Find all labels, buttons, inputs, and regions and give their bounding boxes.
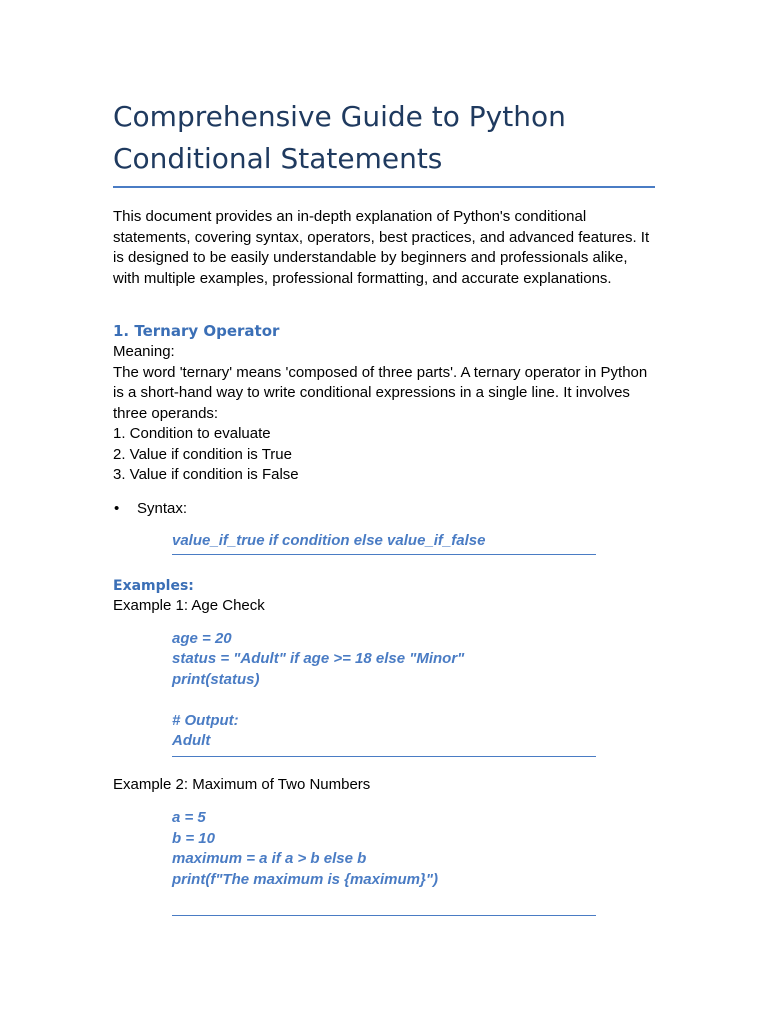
meaning-line: is a short-hand way to write conditional expressions in a single line. It involves [113, 384, 630, 401]
title-line-2: Conditional Statements [113, 142, 443, 175]
document-page [113, 96, 655, 916]
intro-line: with multiple examples, professional formatting, and accurate explanations. [113, 269, 612, 287]
code-line: print(f"The maximum is {maximum}") [172, 870, 438, 888]
intro-line: is designed to be easily understandable by beginners and professionals alike, [113, 249, 628, 266]
code-line [172, 890, 596, 911]
example-1-code-block [172, 629, 596, 757]
intro-line: statements, covering syntax, operators, best practices, and advanced features. It [113, 228, 650, 246]
title-underline [113, 186, 655, 188]
code-line: Adult [172, 732, 211, 749]
intro-paragraph [113, 207, 655, 289]
syntax-bullet [113, 499, 655, 519]
bullet-icon: • [114, 499, 120, 517]
example-2-code-block [172, 808, 596, 916]
meaning-line: 3. Value if condition is False [113, 466, 299, 483]
code-line: a = 5 [172, 809, 206, 826]
meaning-line: 2. Value if condition is True [113, 445, 292, 463]
intro-line: This document provides an in-depth explanation of Python's conditional [113, 208, 587, 225]
code-line: b = 10 [172, 829, 215, 847]
examples-heading: Examples: [113, 578, 194, 594]
example-1-title: Example 1: Age Check [113, 597, 265, 614]
meaning-label: Meaning: [113, 343, 175, 360]
meaning-line: three operands: [113, 404, 219, 422]
document-title [113, 96, 655, 180]
code-line: print(status) [172, 670, 260, 688]
code-line: maximum = a if a > b else b [172, 850, 367, 867]
meaning-line: 1. Condition to evaluate [113, 425, 271, 442]
code-line: value_if_true if condition else value_if_false [172, 531, 486, 549]
section-heading-ternary: 1. Ternary Operator [113, 322, 280, 340]
title-line-1: Comprehensive Guide to Python [113, 100, 566, 133]
code-line: # Output: [172, 711, 239, 729]
meaning-line: The word 'ternary' means 'composed of three parts'. A ternary operator in Python [113, 363, 648, 381]
meaning-block [113, 342, 655, 486]
syntax-label: Syntax: [137, 499, 188, 517]
syntax-code-block [172, 531, 596, 556]
code-line [172, 690, 596, 711]
example-2-title: Example 2: Maximum of Two Numbers [113, 775, 371, 793]
code-line: age = 20 [172, 629, 232, 647]
code-line: status = "Adult" if age >= 18 else "Minor" [172, 650, 465, 667]
